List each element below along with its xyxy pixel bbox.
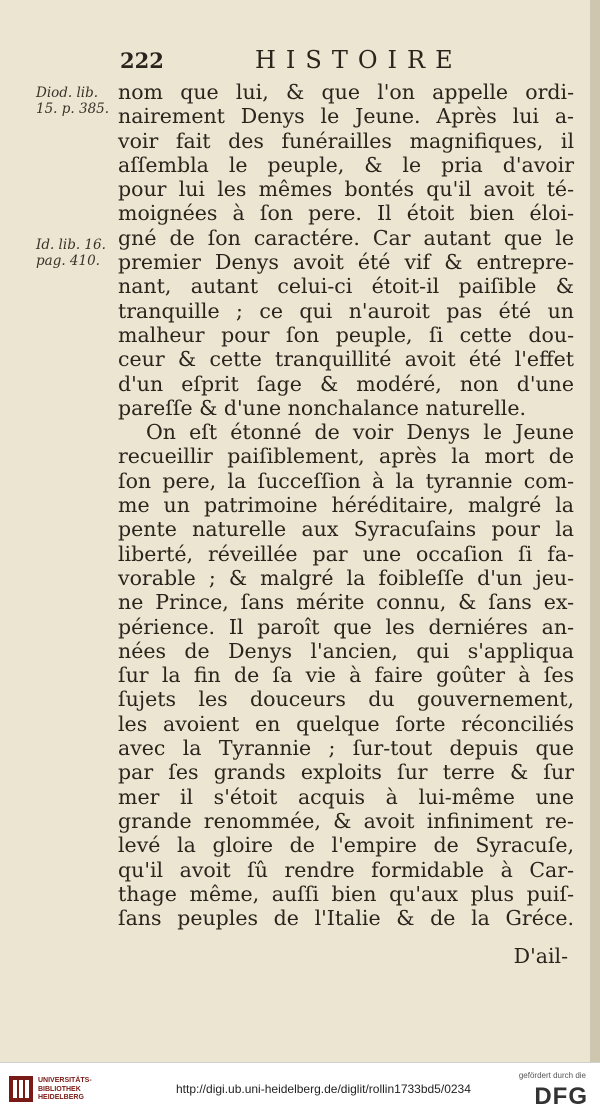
text-line: ceur & cette tranquillité avoit été l'effet — [118, 347, 574, 372]
text-line: liberté, réveillée par une occaſion ſi fa- — [118, 541, 574, 566]
text-line: ne Prince, ſans mérite connu, & ſans ex- — [118, 590, 574, 615]
catchword: D'ail- — [513, 944, 568, 968]
text-line: nairement Denys le Jeune. Après lui a- — [118, 104, 574, 129]
text-line: grande renommée, & avoit infiniment re- — [118, 808, 574, 833]
viewer-footer — [0, 1062, 600, 1116]
text-line: aſſembla le peuple, & le pria d'avoir — [118, 152, 574, 177]
margin-note — [36, 237, 120, 269]
text-line: ſon pere, la ſucceſſion à la tyrannie com- — [118, 468, 574, 493]
text-line: nom que lui, & que l'on appelle ordi- — [118, 80, 574, 104]
library-name-line: BIBLIOTHEK — [38, 1085, 81, 1093]
text-line: les avoient en quelque ſorte réconciliés — [118, 711, 574, 736]
text-line: tranquille ; ce qui n'auroit pas été un — [118, 298, 574, 323]
text-line: avec la Tyrannie ; ſur-tout depuis que — [118, 736, 574, 761]
text-line: recueillir paiſiblement, après la mort de — [118, 444, 574, 469]
library-name-line: UNIVERSITÄTS- — [38, 1077, 92, 1084]
text-line: On eſt étonné de voir Denys le Jeune — [146, 420, 574, 445]
text-line: qu'il avoit ſû rendre formidable à Car- — [118, 857, 574, 882]
text-line: par ſes grands exploits ſur terre & ſur — [118, 760, 574, 785]
text-line: nant, autant celui-ci étoit-il paiſible & — [118, 274, 574, 299]
text-line: me un patrimoine héréditaire, malgré la — [118, 493, 574, 518]
text-line: vorable ; & malgré la foibleſſe d'un jeu- — [118, 565, 574, 590]
text-line: levé la gloire de l'empire de Syracuſe, — [118, 833, 574, 858]
text-line: pour lui les mêmes bontés qu'il avoit té- — [118, 177, 574, 202]
text-line: nées de Denys l'ancien, qui s'appliqua — [118, 638, 574, 663]
text-line: ſur la fin de ſa vie à faire goûter à ſes — [118, 663, 574, 688]
text-line: thage même, auſſi bien qu'aux plus puiſ- — [118, 881, 574, 906]
text-line: gné de ſon caractére. Car autant que le — [118, 225, 574, 250]
running-title: HISTOIRE — [255, 46, 463, 74]
text-line: moignées à ſon pere. Il étoit bien éloi- — [118, 201, 574, 226]
text-line: voir fait des funérailles magnifiques, il — [118, 128, 574, 153]
text-line: mer il s'étoit acquis à lui-même une — [118, 784, 574, 809]
text-line: pente naturelle aux Syracuſains pour la — [118, 517, 574, 542]
library-name-line: HEIDELBERG — [38, 1094, 84, 1101]
library-logo-icon[interactable] — [8, 1075, 34, 1103]
text-line: premier Denys avoit été vif & entrepre- — [118, 250, 574, 275]
margin-note-line: 15. p. 385. — [36, 101, 110, 117]
dfg-logo[interactable]: DFG — [534, 1083, 588, 1110]
text-line: ſans peuples de l'Italie & de la Gréce. — [118, 906, 574, 931]
margin-note-line: Id. lib. 16. — [36, 237, 106, 253]
text-line: malheur pour ſon peuple, ſi cette dou- — [118, 322, 574, 347]
page-header — [120, 46, 540, 76]
text-line: d'un eſprit ſage & modéré, non d'une — [118, 371, 574, 396]
text-line: périence. Il paroît que les derniéres an- — [118, 614, 574, 639]
body-text — [118, 80, 574, 930]
text-line: pareſſe & d'une nonchalance naturelle. — [118, 395, 526, 420]
permalink-url[interactable]: http://digi.ub.uni-heidelberg.de/diglit/rollin1733bd5/0234 — [176, 1082, 471, 1096]
page-edge — [590, 0, 600, 1062]
page-number: 222 — [120, 48, 164, 73]
funded-by-label: gefördert durch die — [518, 1071, 586, 1080]
margin-note — [36, 85, 120, 117]
library-name — [38, 1077, 92, 1103]
margin-note-line: Diod. lib. — [36, 85, 99, 101]
margin-note-line: pag. 410. — [36, 253, 100, 269]
text-line: ſujets les douceurs du gouvernement, — [118, 687, 574, 712]
